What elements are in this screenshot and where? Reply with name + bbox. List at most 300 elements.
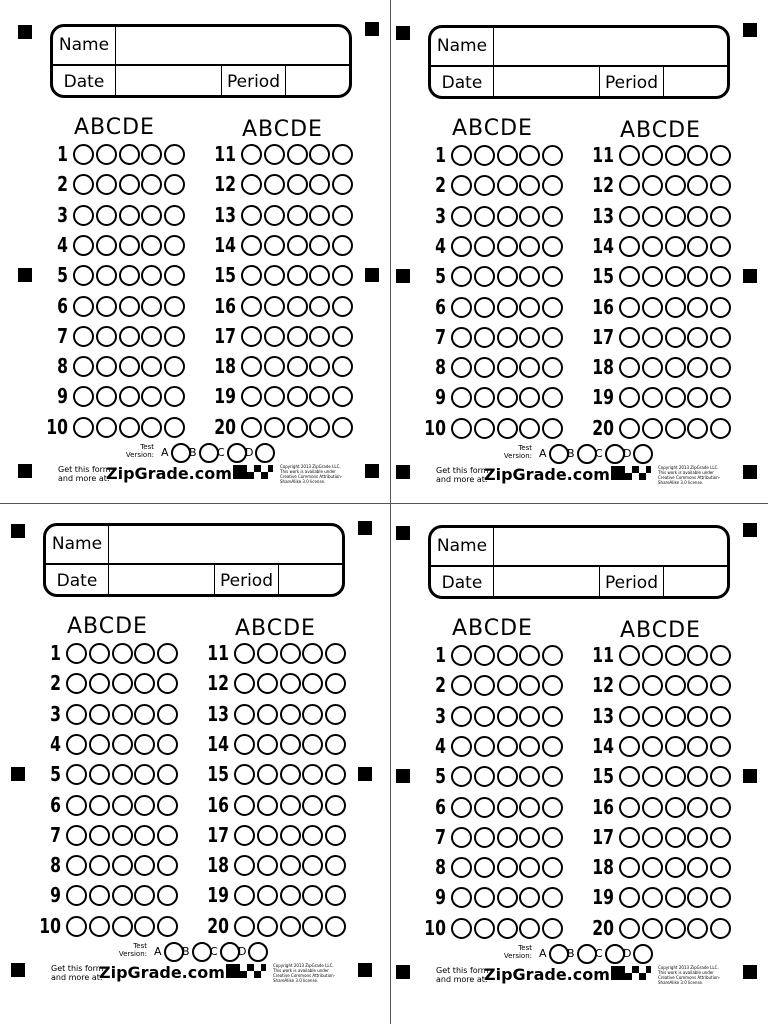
answer-bubble-a[interactable] [451,645,472,666]
answer-bubble-d[interactable] [519,387,540,408]
answer-bubble-c[interactable] [665,357,686,378]
answer-bubble-e[interactable] [332,205,353,226]
answer-bubble-a[interactable] [66,673,87,694]
answer-bubble-d[interactable] [519,827,540,848]
answer-bubble-c[interactable] [497,387,518,408]
answer-bubble-d[interactable] [519,918,540,939]
answer-bubble-d[interactable] [302,916,323,937]
answer-bubble-d[interactable] [519,175,540,196]
answer-bubble-b[interactable] [264,205,285,226]
answer-bubble-b[interactable] [89,673,110,694]
answer-bubble-b[interactable] [642,418,663,439]
zipgrade-brand-link[interactable]: ZipGrade.com [484,465,610,484]
answer-bubble-b[interactable] [474,766,495,787]
answer-bubble-c[interactable] [665,387,686,408]
answer-bubble-d[interactable] [309,296,330,317]
answer-bubble-b[interactable] [642,887,663,908]
zipgrade-brand-link[interactable]: ZipGrade.com [484,965,610,984]
answer-bubble-b[interactable] [89,825,110,846]
answer-bubble-d[interactable] [519,645,540,666]
answer-bubble-b[interactable] [264,144,285,165]
test-version-bubble-d[interactable] [248,942,268,962]
answer-bubble-a[interactable] [234,916,255,937]
answer-bubble-c[interactable] [280,885,301,906]
answer-bubble-a[interactable] [66,795,87,816]
answer-bubble-a[interactable] [619,206,640,227]
answer-bubble-a[interactable] [619,266,640,287]
answer-bubble-d[interactable] [141,144,162,165]
answer-bubble-c[interactable] [119,356,140,377]
test-version-bubble-a[interactable] [164,942,184,962]
answer-bubble-c[interactable] [287,265,308,286]
answer-bubble-b[interactable] [96,144,117,165]
answer-bubble-d[interactable] [141,356,162,377]
answer-bubble-a[interactable] [451,418,472,439]
answer-bubble-a[interactable] [619,675,640,696]
answer-bubble-b[interactable] [642,706,663,727]
answer-bubble-d[interactable] [687,827,708,848]
answer-bubble-a[interactable] [451,766,472,787]
answer-bubble-b[interactable] [89,734,110,755]
answer-bubble-e[interactable] [325,673,346,694]
answer-bubble-c[interactable] [665,327,686,348]
answer-bubble-a[interactable] [73,356,94,377]
answer-bubble-d[interactable] [687,887,708,908]
answer-bubble-a[interactable] [66,704,87,725]
answer-bubble-e[interactable] [332,386,353,407]
answer-bubble-c[interactable] [119,174,140,195]
answer-bubble-b[interactable] [474,736,495,757]
answer-bubble-a[interactable] [451,327,472,348]
answer-bubble-d[interactable] [302,855,323,876]
answer-bubble-d[interactable] [687,236,708,257]
answer-bubble-c[interactable] [665,206,686,227]
answer-bubble-a[interactable] [451,857,472,878]
answer-bubble-c[interactable] [665,827,686,848]
answer-bubble-a[interactable] [619,706,640,727]
answer-bubble-b[interactable] [474,145,495,166]
answer-bubble-c[interactable] [665,797,686,818]
answer-bubble-e[interactable] [710,175,731,196]
answer-bubble-b[interactable] [264,417,285,438]
test-version-bubble-c[interactable] [220,942,240,962]
test-version-bubble-a[interactable] [549,944,569,964]
answer-bubble-d[interactable] [309,144,330,165]
answer-bubble-b[interactable] [474,887,495,908]
answer-bubble-e[interactable] [710,206,731,227]
answer-bubble-a[interactable] [66,764,87,785]
answer-bubble-b[interactable] [264,386,285,407]
answer-bubble-d[interactable] [519,857,540,878]
answer-bubble-b[interactable] [642,645,663,666]
answer-bubble-a[interactable] [66,643,87,664]
answer-bubble-a[interactable] [451,675,472,696]
answer-bubble-d[interactable] [134,916,155,937]
answer-bubble-c[interactable] [287,296,308,317]
period-field[interactable] [663,567,727,599]
answer-bubble-a[interactable] [73,296,94,317]
answer-bubble-b[interactable] [264,174,285,195]
answer-bubble-a[interactable] [241,235,262,256]
answer-bubble-c[interactable] [280,764,301,785]
answer-bubble-d[interactable] [141,235,162,256]
name-field[interactable] [109,526,342,563]
answer-bubble-d[interactable] [519,736,540,757]
answer-bubble-b[interactable] [642,857,663,878]
answer-bubble-b[interactable] [474,857,495,878]
answer-bubble-d[interactable] [519,357,540,378]
answer-bubble-d[interactable] [519,327,540,348]
answer-bubble-b[interactable] [642,387,663,408]
answer-bubble-b[interactable] [257,916,278,937]
date-field[interactable] [494,67,598,99]
answer-bubble-a[interactable] [234,795,255,816]
answer-bubble-a[interactable] [66,916,87,937]
answer-bubble-e[interactable] [710,387,731,408]
answer-bubble-a[interactable] [451,145,472,166]
answer-bubble-c[interactable] [665,736,686,757]
answer-bubble-b[interactable] [642,327,663,348]
answer-bubble-a[interactable] [73,235,94,256]
answer-bubble-c[interactable] [497,887,518,908]
answer-bubble-d[interactable] [687,706,708,727]
answer-bubble-b[interactable] [642,266,663,287]
answer-bubble-e[interactable] [325,855,346,876]
answer-bubble-b[interactable] [257,855,278,876]
answer-bubble-d[interactable] [134,855,155,876]
answer-bubble-d[interactable] [519,706,540,727]
answer-bubble-c[interactable] [119,205,140,226]
answer-bubble-b[interactable] [474,206,495,227]
answer-bubble-c[interactable] [287,174,308,195]
answer-bubble-d[interactable] [687,175,708,196]
answer-bubble-d[interactable] [519,236,540,257]
answer-bubble-e[interactable] [325,795,346,816]
answer-bubble-c[interactable] [497,145,518,166]
answer-bubble-b[interactable] [89,916,110,937]
answer-bubble-b[interactable] [642,297,663,318]
answer-bubble-d[interactable] [519,297,540,318]
answer-bubble-d[interactable] [687,387,708,408]
answer-bubble-e[interactable] [710,357,731,378]
answer-bubble-b[interactable] [474,418,495,439]
answer-bubble-c[interactable] [112,734,133,755]
test-version-bubble-c[interactable] [605,444,625,464]
answer-bubble-a[interactable] [66,734,87,755]
answer-bubble-d[interactable] [134,643,155,664]
answer-bubble-c[interactable] [665,145,686,166]
answer-bubble-e[interactable] [332,235,353,256]
answer-bubble-c[interactable] [280,855,301,876]
answer-bubble-b[interactable] [642,918,663,939]
name-field[interactable] [494,528,727,565]
answer-bubble-c[interactable] [287,417,308,438]
answer-bubble-c[interactable] [497,206,518,227]
answer-bubble-a[interactable] [234,885,255,906]
answer-bubble-a[interactable] [619,857,640,878]
answer-bubble-b[interactable] [257,885,278,906]
answer-bubble-e[interactable] [325,885,346,906]
answer-bubble-b[interactable] [474,297,495,318]
zipgrade-brand-link[interactable]: ZipGrade.com [99,963,225,982]
answer-bubble-b[interactable] [89,795,110,816]
answer-bubble-c[interactable] [665,266,686,287]
answer-bubble-e[interactable] [710,827,731,848]
answer-bubble-c[interactable] [112,855,133,876]
answer-bubble-a[interactable] [619,327,640,348]
answer-bubble-b[interactable] [257,643,278,664]
answer-bubble-a[interactable] [619,357,640,378]
answer-bubble-d[interactable] [134,795,155,816]
answer-bubble-c[interactable] [497,706,518,727]
answer-bubble-a[interactable] [619,236,640,257]
answer-bubble-e[interactable] [332,296,353,317]
answer-bubble-b[interactable] [96,205,117,226]
answer-bubble-b[interactable] [257,704,278,725]
answer-bubble-b[interactable] [642,357,663,378]
answer-bubble-a[interactable] [66,885,87,906]
answer-bubble-e[interactable] [710,766,731,787]
answer-bubble-e[interactable] [710,418,731,439]
answer-bubble-a[interactable] [241,205,262,226]
period-field[interactable] [663,67,727,99]
answer-bubble-b[interactable] [642,675,663,696]
answer-bubble-a[interactable] [619,145,640,166]
answer-bubble-d[interactable] [309,265,330,286]
answer-bubble-c[interactable] [280,704,301,725]
answer-bubble-c[interactable] [112,795,133,816]
answer-bubble-e[interactable] [710,266,731,287]
answer-bubble-c[interactable] [119,296,140,317]
answer-bubble-b[interactable] [474,675,495,696]
answer-bubble-d[interactable] [134,885,155,906]
answer-bubble-b[interactable] [474,918,495,939]
answer-bubble-b[interactable] [474,357,495,378]
answer-bubble-a[interactable] [451,736,472,757]
answer-bubble-a[interactable] [73,417,94,438]
answer-bubble-b[interactable] [257,825,278,846]
answer-bubble-c[interactable] [112,704,133,725]
answer-bubble-d[interactable] [309,235,330,256]
answer-bubble-c[interactable] [287,356,308,377]
answer-bubble-c[interactable] [665,706,686,727]
answer-bubble-a[interactable] [234,855,255,876]
answer-bubble-b[interactable] [474,266,495,287]
answer-bubble-a[interactable] [451,175,472,196]
answer-bubble-c[interactable] [112,825,133,846]
answer-bubble-c[interactable] [112,673,133,694]
answer-bubble-a[interactable] [234,764,255,785]
answer-bubble-d[interactable] [141,386,162,407]
answer-bubble-c[interactable] [497,857,518,878]
answer-bubble-d[interactable] [687,645,708,666]
answer-bubble-b[interactable] [96,326,117,347]
answer-bubble-d[interactable] [687,766,708,787]
answer-bubble-e[interactable] [710,236,731,257]
answer-bubble-b[interactable] [96,235,117,256]
answer-bubble-a[interactable] [234,704,255,725]
test-version-bubble-b[interactable] [577,944,597,964]
test-version-bubble-d[interactable] [633,944,653,964]
date-field[interactable] [494,567,598,599]
answer-bubble-d[interactable] [309,174,330,195]
answer-bubble-b[interactable] [642,766,663,787]
answer-bubble-d[interactable] [519,797,540,818]
answer-bubble-a[interactable] [451,266,472,287]
answer-bubble-c[interactable] [112,643,133,664]
answer-bubble-d[interactable] [134,825,155,846]
answer-bubble-c[interactable] [497,918,518,939]
answer-bubble-d[interactable] [302,885,323,906]
answer-bubble-d[interactable] [687,797,708,818]
answer-bubble-c[interactable] [665,175,686,196]
answer-bubble-c[interactable] [112,916,133,937]
answer-bubble-b[interactable] [474,175,495,196]
answer-bubble-b[interactable] [642,175,663,196]
answer-bubble-b[interactable] [642,236,663,257]
answer-bubble-c[interactable] [287,386,308,407]
answer-bubble-c[interactable] [112,764,133,785]
answer-bubble-a[interactable] [619,175,640,196]
answer-bubble-e[interactable] [325,916,346,937]
answer-bubble-c[interactable] [665,675,686,696]
answer-bubble-e[interactable] [325,764,346,785]
answer-bubble-b[interactable] [89,643,110,664]
answer-bubble-a[interactable] [241,326,262,347]
answer-bubble-a[interactable] [619,297,640,318]
answer-bubble-d[interactable] [309,356,330,377]
answer-bubble-c[interactable] [665,857,686,878]
test-version-bubble-a[interactable] [171,443,191,463]
answer-bubble-e[interactable] [710,797,731,818]
answer-bubble-d[interactable] [302,673,323,694]
answer-bubble-b[interactable] [89,855,110,876]
answer-bubble-b[interactable] [642,827,663,848]
answer-bubble-d[interactable] [687,327,708,348]
answer-bubble-b[interactable] [474,645,495,666]
answer-bubble-d[interactable] [687,918,708,939]
answer-bubble-d[interactable] [302,643,323,664]
answer-bubble-a[interactable] [619,645,640,666]
answer-bubble-e[interactable] [710,857,731,878]
answer-bubble-c[interactable] [497,797,518,818]
answer-bubble-c[interactable] [665,645,686,666]
answer-bubble-d[interactable] [309,205,330,226]
answer-bubble-e[interactable] [710,675,731,696]
answer-bubble-c[interactable] [665,766,686,787]
answer-bubble-a[interactable] [73,386,94,407]
answer-bubble-e[interactable] [332,265,353,286]
answer-bubble-d[interactable] [302,825,323,846]
answer-bubble-c[interactable] [119,265,140,286]
answer-bubble-b[interactable] [474,827,495,848]
answer-bubble-d[interactable] [687,357,708,378]
answer-bubble-b[interactable] [642,145,663,166]
answer-bubble-c[interactable] [119,235,140,256]
answer-bubble-a[interactable] [451,206,472,227]
answer-bubble-c[interactable] [665,297,686,318]
answer-bubble-b[interactable] [264,296,285,317]
answer-bubble-a[interactable] [451,357,472,378]
answer-bubble-a[interactable] [241,356,262,377]
answer-bubble-d[interactable] [519,206,540,227]
answer-bubble-c[interactable] [665,418,686,439]
answer-bubble-c[interactable] [497,766,518,787]
answer-bubble-a[interactable] [619,827,640,848]
period-field[interactable] [278,565,342,597]
answer-bubble-b[interactable] [474,706,495,727]
answer-bubble-a[interactable] [234,734,255,755]
answer-bubble-a[interactable] [73,265,94,286]
answer-bubble-c[interactable] [280,916,301,937]
answer-bubble-e[interactable] [332,356,353,377]
answer-bubble-b[interactable] [474,327,495,348]
answer-bubble-c[interactable] [287,235,308,256]
answer-bubble-e[interactable] [710,297,731,318]
answer-bubble-c[interactable] [280,643,301,664]
answer-bubble-c[interactable] [497,675,518,696]
answer-bubble-c[interactable] [665,918,686,939]
answer-bubble-d[interactable] [141,265,162,286]
answer-bubble-b[interactable] [96,296,117,317]
answer-bubble-d[interactable] [687,297,708,318]
answer-bubble-d[interactable] [134,704,155,725]
answer-bubble-d[interactable] [309,417,330,438]
answer-bubble-b[interactable] [642,206,663,227]
answer-bubble-c[interactable] [665,887,686,908]
answer-bubble-a[interactable] [241,296,262,317]
answer-bubble-b[interactable] [264,356,285,377]
answer-bubble-a[interactable] [234,673,255,694]
answer-bubble-a[interactable] [66,825,87,846]
answer-bubble-a[interactable] [451,297,472,318]
answer-bubble-b[interactable] [642,736,663,757]
answer-bubble-b[interactable] [96,174,117,195]
answer-bubble-b[interactable] [257,795,278,816]
answer-bubble-d[interactable] [302,764,323,785]
answer-bubble-a[interactable] [451,236,472,257]
test-version-bubble-a[interactable] [549,444,569,464]
answer-bubble-c[interactable] [497,418,518,439]
answer-bubble-a[interactable] [451,827,472,848]
answer-bubble-a[interactable] [451,918,472,939]
answer-bubble-e[interactable] [710,145,731,166]
answer-bubble-a[interactable] [73,174,94,195]
answer-bubble-b[interactable] [96,417,117,438]
answer-bubble-c[interactable] [287,205,308,226]
answer-bubble-d[interactable] [309,386,330,407]
answer-bubble-d[interactable] [302,795,323,816]
answer-bubble-d[interactable] [687,675,708,696]
answer-bubble-a[interactable] [73,326,94,347]
answer-bubble-c[interactable] [280,825,301,846]
test-version-bubble-d[interactable] [633,444,653,464]
answer-bubble-a[interactable] [451,887,472,908]
answer-bubble-e[interactable] [325,734,346,755]
answer-bubble-c[interactable] [119,326,140,347]
answer-bubble-d[interactable] [134,734,155,755]
test-version-bubble-c[interactable] [605,944,625,964]
test-version-bubble-c[interactable] [227,443,247,463]
answer-bubble-b[interactable] [89,704,110,725]
answer-bubble-d[interactable] [687,266,708,287]
answer-bubble-d[interactable] [519,887,540,908]
answer-bubble-e[interactable] [325,643,346,664]
answer-bubble-b[interactable] [96,265,117,286]
answer-bubble-c[interactable] [112,885,133,906]
test-version-bubble-b[interactable] [192,942,212,962]
answer-bubble-b[interactable] [474,797,495,818]
